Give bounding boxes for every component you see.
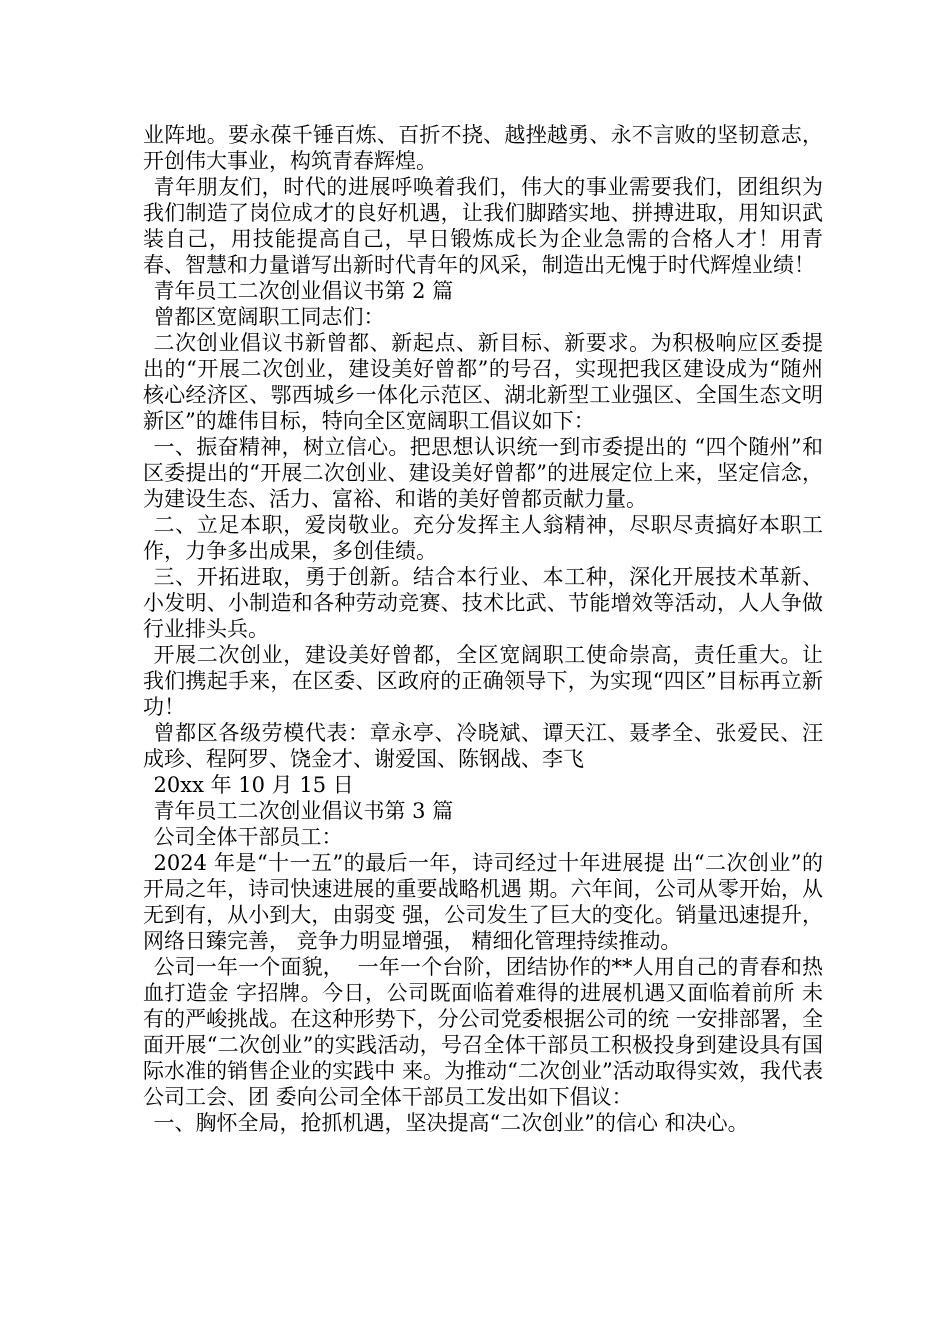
paragraph: 公司一年一个面貌， 一年一个台阶，团结协作的**人用自己的青春和热血打造金 字招牌。今日，公司既面临着难得的进展机遇又面临着前所 未有的严峻挑战。在这种形势下，分公司党委根据公司的统 一安排部署，全面开展“二次创业”的实践活动，号召全体干部员工积极投身到建设具有国际水准的销售企业的实践中 来。为推动“二次创业”活动取得实效，我代表公司工会、团 委向公司全体干部员工发出如下倡议： (143, 955, 823, 1109)
section-heading: 青年员工二次创业倡议书第 2 篇 (153, 279, 454, 303)
paragraph: 开展二次创业，建设美好曾都，全区宽阔职工使命崇高，责任重大。让我们携起手来，在区委、区政府的正确领导下，为实现“四区”目标再立新功！ (143, 643, 823, 719)
paragraph: 业阵地。要永葆千锤百炼、百折不挠、越挫越勇、永不言败的坚韧意志，开创伟大事业，构筑青春辉煌。 (143, 123, 823, 173)
paragraph: 二、立足本职，爱岗敬业。充分发挥主人翁精神，尽职尽责搞好本职工作，力争多出成果，多创佳绩。 (143, 513, 823, 563)
salutation: 曾都区宽阔职工同志们： (153, 305, 385, 329)
date-line: 20xx 年 10 月 15 日 (153, 773, 354, 797)
paragraph: 三、开拓进取，勇于创新。结合本行业、本工种，深化开展技术革新、小发明、小制造和各种劳动竞赛、技术比武、节能增效等活动，人人争做行业排头兵。 (143, 565, 823, 641)
salutation: 公司全体干部员工： (153, 825, 343, 849)
paragraph: 一、振奋精神，树立信心。把思想认识统一到市委提出的 “四个随州”和区委提出的“开展二次创业、建设美好曾都”的进展定位上来，坚定信念，为建设生态、活力、富裕、和谐的美好曾都贡献力量。 (143, 435, 823, 511)
document-body (143, 122, 823, 1136)
paragraph: 2024 年是“十一五”的最后一年，诗司经过十年进展提 出“二次创业”的开局之年，诗司快速进展的重要战略机遇 期。六年间，公司从零开始，从无到有，从小到大，由弱变 强，公司发生了巨大的变化。销量迅速提升，网络日臻完善， 竞争力明显增强， 精细化管理持续推动。 (143, 851, 823, 953)
section-heading: 青年员工二次创业倡议书第 3 篇 (153, 799, 454, 823)
signatories: 曾都区各级劳模代表：章永亭、冷晓斌、谭天江、聂孝全、张爱民、汪成珍、程阿罗、饶金才、谢爱国、陈钢战、李飞 (143, 721, 823, 771)
paragraph: 一、胸怀全局，抢抓机遇，坚决提高“二次创业”的信心 和决心。 (153, 1111, 749, 1135)
paragraph: 青年朋友们，时代的进展呼唤着我们，伟大的事业需要我们，团组织为我们制造了岗位成才的良好机遇，让我们脚踏实地、拼搏进取，用知识武装自己，用技能提高自己，早日锻炼成长为企业急需的合格人才！用青春、智慧和力量谱写出新时代青年的风采，制造出无愧于时代辉煌业绩！ (143, 175, 823, 277)
paragraph: 二次创业倡议书新曾都、新起点、新目标、新要求。为积极响应区委提出的“开展二次创业，建设美好曾都”的号召，实现把我区建设成为“随州核心经济区、鄂西城乡一体化示范区、湖北新型工业强区、全国生态文明新区”的雄伟目标，特向全区宽阔职工倡议如下： (143, 331, 823, 433)
